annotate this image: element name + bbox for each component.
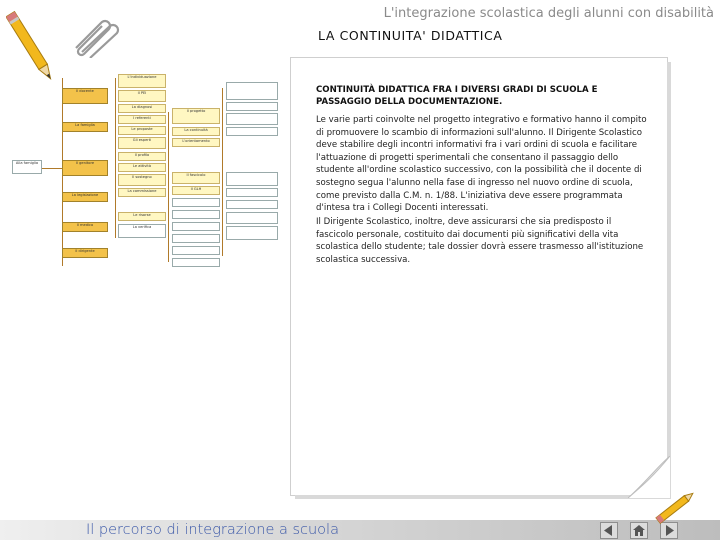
diagram-box xyxy=(226,212,278,224)
footer-title: Il percorso di integrazione a scuola xyxy=(86,522,339,538)
pencil-small-icon xyxy=(650,488,700,528)
diagram-box: La diagnosi xyxy=(118,104,166,113)
diagram-box: Il fascicolo xyxy=(172,172,220,184)
diagram-box: Il genitore xyxy=(62,160,108,176)
diagram-box xyxy=(172,234,220,243)
diagram-box: Il PEI xyxy=(118,90,166,102)
diagram-box: Il dirigente xyxy=(62,248,108,258)
diagram-box: Il progetto xyxy=(172,108,220,124)
diagram-box: Gli esperti xyxy=(118,137,166,149)
diagram-box xyxy=(172,198,220,207)
diagram-box: Il sostegno xyxy=(118,174,166,186)
diagram-box: Le risorse xyxy=(118,212,166,221)
diagram-box xyxy=(226,82,278,100)
diagram-box: Alla famiglia xyxy=(12,160,42,174)
diagram-box: La verifica xyxy=(118,224,166,238)
diagram-box: Le proposte xyxy=(118,126,166,135)
diagram-box: Il profilo xyxy=(118,152,166,161)
paragraph-1: Le varie parti coinvolte nel progetto integrativo e formativo hanno il compito di promuovere lo scambio di informazioni sull'alunno. Il Dirigente Scolastico deve stabilire degli incontri informativi fra i vari ordini di scuola e facilitare l'attuazione di progetti sperimentali che consentano il passaggio dello studente all'ordine scolastico successivo, con la possibilità che il docente di sostegno segua l'alunno nella fase di ingresso nel nuovo ordine di scuola, come previsto dalla C.M. n. 1/88. L'iniziativa deve essere programmata d'intesa tra i Collegi Docenti interessati. xyxy=(316,115,647,214)
diagram-box: L'orientamento xyxy=(172,138,220,147)
back-button[interactable] xyxy=(600,522,618,539)
diagram-box xyxy=(172,258,220,267)
diagram-box: Il GLH xyxy=(172,186,220,195)
diagram-box: L'individuazione xyxy=(118,74,166,88)
diagram-box xyxy=(226,102,278,111)
diagram-box xyxy=(226,113,278,125)
section-subtitle: LA CONTINUITA' DIDATTICA xyxy=(318,28,503,43)
arrow-left-icon xyxy=(603,525,615,536)
diagram-box: La continuità xyxy=(172,127,220,136)
concept-map xyxy=(10,72,290,272)
diagram-box: I referenti xyxy=(118,115,166,124)
content-heading: CONTINUITÀ DIDATTICA FRA I DIVERSI GRADI DI SCUOLA E PASSAGGIO DELLA DOCUMENTAZIONE. xyxy=(316,85,598,107)
diagram-box xyxy=(226,226,278,240)
diagram-box: Le attività xyxy=(118,163,166,172)
paragraph-2: Il Dirigente Scolastico, inoltre, deve assicurarsi che sia predisposto il fascicolo personale, costituito dai documenti più significativi della vita scolastica dello studente; tale dossier dovrà essere trasmesso all'istituzione scolastica successiva. xyxy=(316,217,644,265)
home-icon xyxy=(633,525,645,536)
content-page xyxy=(291,58,667,495)
home-button[interactable] xyxy=(630,522,648,539)
diagram-box: La famiglia xyxy=(62,122,108,132)
diagram-box: La commissione xyxy=(118,188,166,197)
diagram-box xyxy=(226,188,278,197)
presentation-title: L'integrazione scolastica degli alunni con disabilità xyxy=(383,6,714,21)
diagram-box: Il medico xyxy=(62,222,108,232)
diagram-box: Il docente xyxy=(62,88,108,104)
paperclip-icon xyxy=(66,14,120,58)
diagram-box xyxy=(226,127,278,136)
diagram-box xyxy=(226,200,278,209)
diagram-box xyxy=(226,172,278,186)
diagram-box xyxy=(172,246,220,255)
diagram-box xyxy=(172,210,220,219)
diagram-box: La legislazione xyxy=(62,192,108,202)
diagram-box xyxy=(172,222,220,231)
